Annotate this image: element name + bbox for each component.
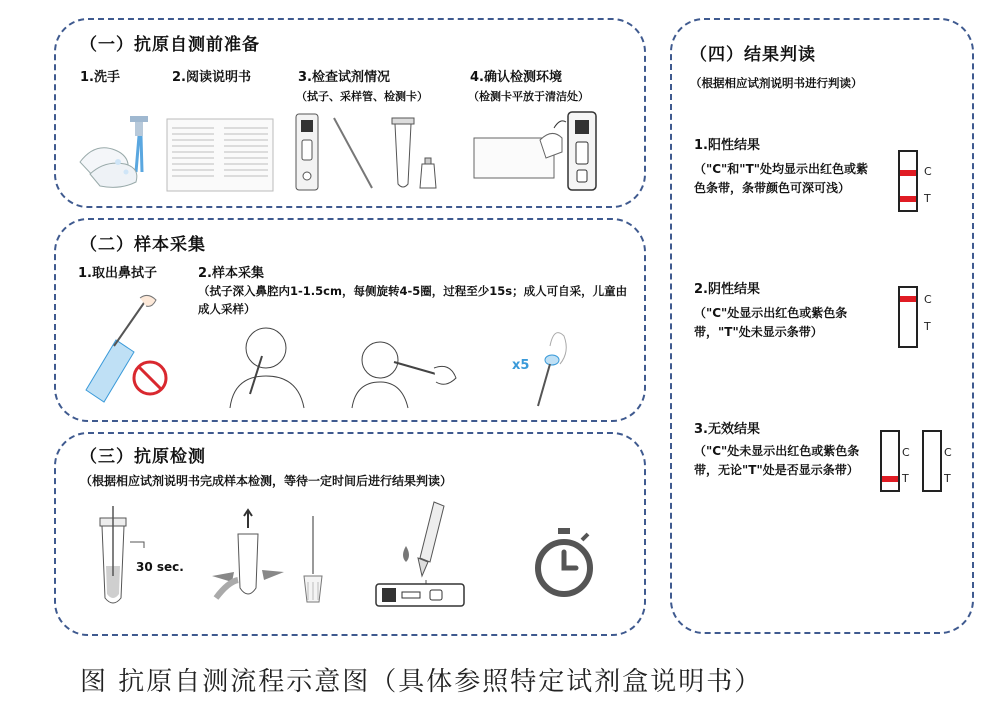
adult-sampling-icon	[220, 320, 316, 410]
add-drops-icon	[372, 500, 468, 612]
step-take-swab-label: 1.取出鼻拭子	[78, 266, 157, 281]
reading-note: （根据相应试剂说明书进行判读）	[690, 76, 863, 90]
positive-test-strip	[898, 150, 918, 212]
step-check-kit-sub: （拭子、采样管、检测卡）	[296, 90, 428, 103]
invalid-1-c-mark: C	[902, 446, 910, 459]
negative-t-mark: T	[924, 320, 931, 333]
testing-note: （根据相应试剂说明书完成样本检测，等待一定时间后进行结果判读）	[80, 474, 453, 488]
invalid-result-desc: （"C"处未显示出红色或紫色条带，无论"T"处是否显示条带）	[694, 444, 860, 477]
section-reading-title: （四）结果判读	[690, 45, 816, 65]
step-environment-label: 4.确认检测环境	[470, 70, 562, 85]
invalid-test-strip-1	[880, 430, 900, 492]
swab-rotate-icon	[530, 316, 590, 408]
wait-duration: 30 sec.	[136, 560, 184, 574]
positive-t-mark: T	[924, 192, 931, 205]
sampling-note: （拭子深入鼻腔内1-1.5cm，每侧旋转4-5圈，过程至少15s；成人可自采，儿童由成人采样）	[198, 284, 628, 316]
invalid-result-label: 3.无效结果	[694, 422, 760, 437]
clean-surface-icon	[470, 108, 602, 194]
negative-c-mark: C	[924, 293, 932, 306]
repeat-count: x5	[512, 358, 530, 373]
positive-result-label: 1.阳性结果	[694, 138, 760, 153]
step-check-kit-label: 3.检查试剂情况	[298, 70, 390, 85]
tube-mixing-icon	[90, 506, 150, 610]
section-testing-title: （三）抗原检测	[80, 447, 206, 467]
invalid-t-band	[882, 476, 898, 482]
timer-icon	[532, 526, 596, 598]
test-kit-icon	[294, 110, 444, 194]
manual-icon	[166, 118, 274, 192]
negative-test-strip	[898, 286, 918, 348]
negative-c-band	[900, 296, 916, 302]
positive-result-desc: （"C"和"T"处均显示出红色或紫色条带，条带颜色可深可浅）	[694, 162, 869, 195]
section-prep-title: （一）抗原自测前准备	[80, 35, 260, 55]
positive-c-band	[900, 170, 916, 176]
step-collect-sample-label: 2.样本采集	[198, 266, 264, 281]
dropper-cap-icon	[296, 514, 330, 606]
child-sampling-icon	[350, 332, 460, 410]
step-environment-sub: （检测卡平放于清洁处）	[468, 90, 589, 103]
invalid-1-t-mark: T	[902, 472, 909, 485]
section-sampling-title: （二）样本采集	[80, 235, 206, 255]
invalid-test-strip-2	[922, 430, 942, 492]
swab-package-icon	[76, 290, 176, 406]
step-wash-hands-label: 1.洗手	[80, 70, 120, 85]
squeeze-tube-icon	[208, 508, 288, 608]
negative-result-label: 2.阴性结果	[694, 282, 760, 297]
invalid-2-t-mark: T	[944, 472, 951, 485]
positive-t-band	[900, 196, 916, 202]
invalid-2-c-mark: C	[944, 446, 952, 459]
negative-result-desc: （"C"处显示出红色或紫色条带，"T"处未显示条带）	[694, 306, 848, 339]
hand-washing-icon	[70, 112, 160, 194]
step-read-manual-label: 2.阅读说明书	[172, 70, 251, 85]
figure-caption: 图 抗原自测流程示意图（具体参照特定试剂盒说明书）	[80, 667, 763, 697]
positive-c-mark: C	[924, 165, 932, 178]
